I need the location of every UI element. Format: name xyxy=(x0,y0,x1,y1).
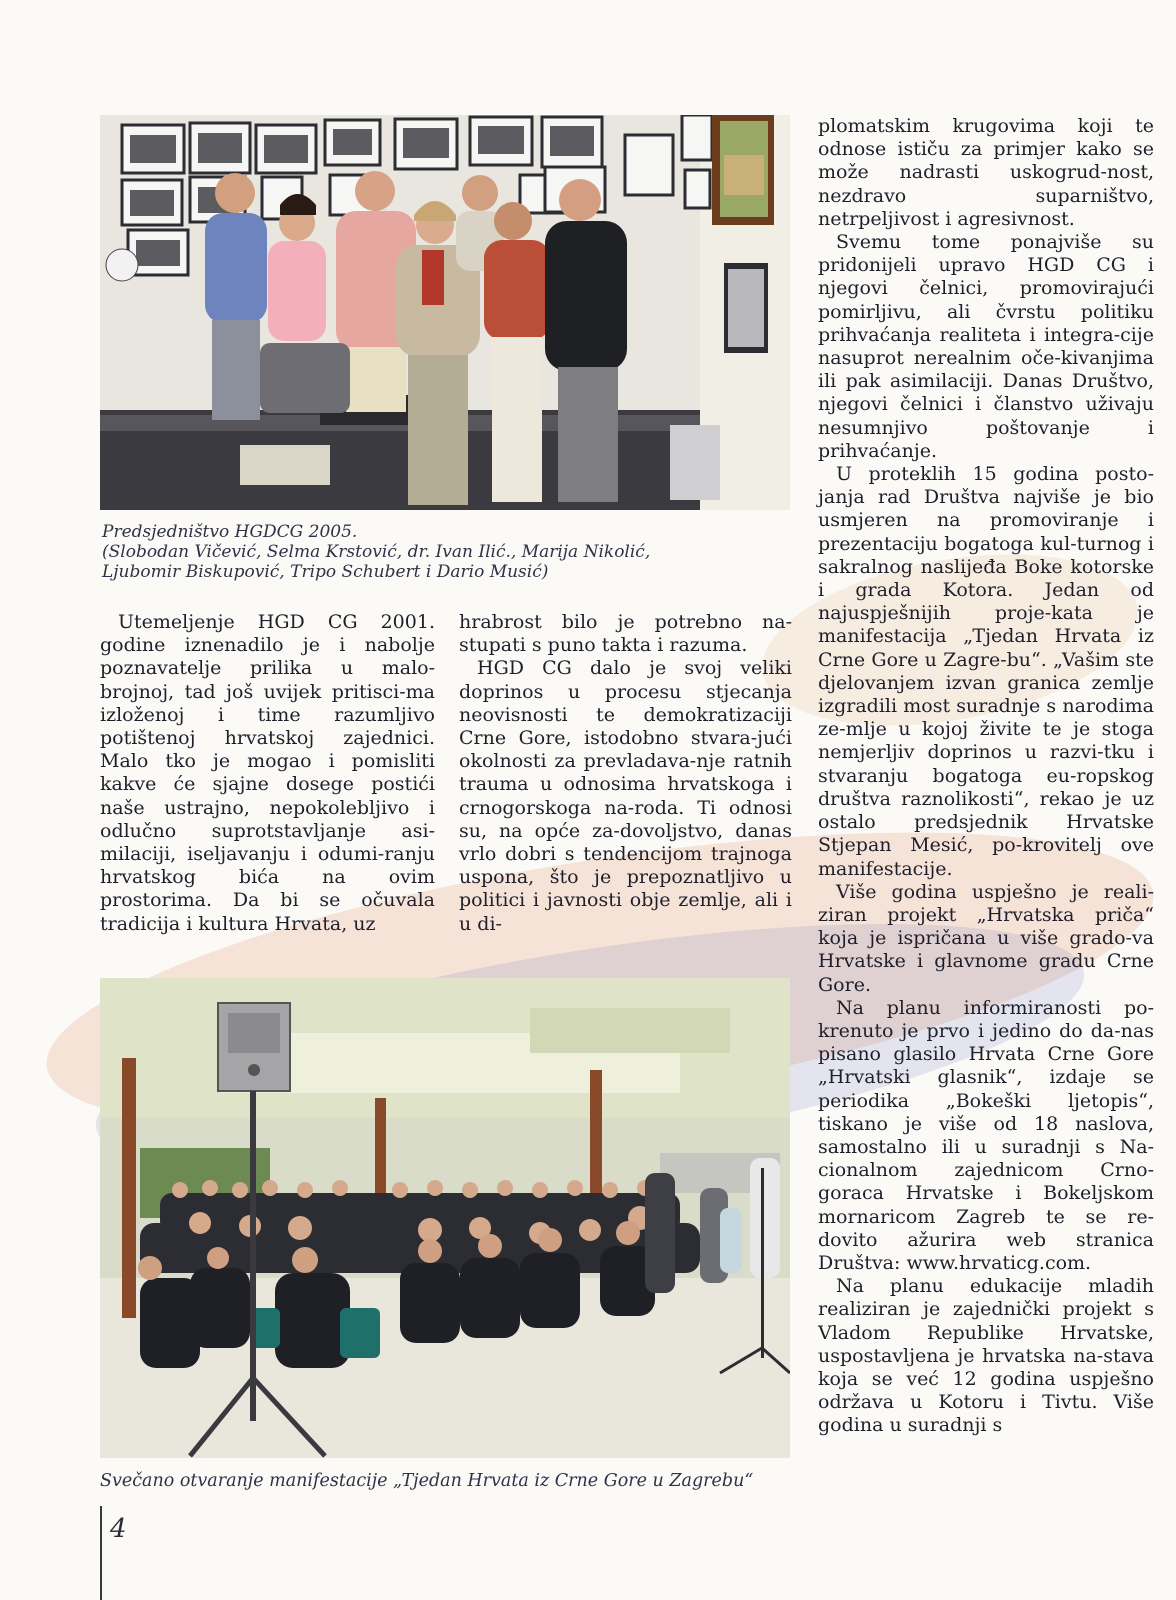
bottom-photo-caption: Svečano otvaranje manifestacije „Tjedan Hrvata iz Crne Gore u Zagrebu“ xyxy=(100,1471,754,1491)
paragraph: HGD CG dalo je svoj veliki doprinos u procesu stjecanja neovisnosti te demokratizaciji Crne Gore, istodobno stvara-jući okolnosti za prevladava-nje ratnih trauma u odnosima hrvatskoga i crnogorskoga na-roda. Ti odnosi su, na opće za-dovoljstvo, danas vrlo dobri s tendencijom trajnoga uspona, što je prepoznatljivo u politici i javnosti obje zemlje, ali i u di- xyxy=(459,657,792,935)
article-column-1 xyxy=(100,611,435,936)
page-number-rule xyxy=(100,1506,102,1600)
event-photo xyxy=(100,978,790,1458)
top-photo-caption xyxy=(102,522,792,582)
paragraph: Više godina uspješno je reali-ziran projekt „Hrvatska priča“ koja je ispričana u više grado-va Hrvatske i glavnome gradu Crne Gore. xyxy=(818,880,1154,996)
caption-names-line-2: Ljubomir Biskupović, Tripo Schubert i Dario Musić) xyxy=(102,562,549,582)
paragraph: Na planu edukacije mladih realiziran je zajednički projekt s Vladom Republike Hrvatske, uspostavljena je hrvatska na-stava koja se već 12 godina uspješno održava u Kotoru i Tivtu. Više godina u suradnji s xyxy=(818,1275,1154,1437)
caption-title: Predsjedništvo HGDCG 2005. xyxy=(102,522,358,542)
page-number: 4 xyxy=(110,1514,127,1544)
article-column-2 xyxy=(459,611,792,936)
paragraph: plomatskim krugovima koji te odnose ističu za primjer kako se može nadrasti uskogrud-nost, nezdravo suparništvo, netrpeljivost i agresivnost. xyxy=(818,115,1154,230)
paragraph: hrabrost bilo je potrebno na-stupati s puno takta i razuma. xyxy=(459,611,792,657)
paragraph: Svemu tome ponajviše su pridonijeli upravo HGD CG i njegovi čelnici, promovirajući pomirljivu, ali čvrstu politiku prihvaćanja realiteta i integra-cije nasuprot nerealnim oče-kivanjima ili pak asimilaciji. Danas Društvo, njegovi čelnici i članstvo uživaju nesumnjivo poštovanje i prihvaćanje. xyxy=(818,231,1154,462)
paragraph: Utemeljenje HGD CG 2001. godine iznenadilo je i nabolje poznavatelje prilika u malo-brojnoj, tad još uvijek pritisci-ma izloženoj i time razumljivo potištenoj hrvatskoj zajednici. Malo tko je mogao i pomisliti kakve će sjajne dosege postići naše ustrajno, nepokolebljivo i odlučno suprotstavljanje asi-milaciji, iseljavanju i odumi-ranju hrvatskog bića na ovim prostorima. Da bi se očuvala tradicija i kultura Hrvata, uz xyxy=(100,611,435,935)
paragraph: Na planu informiranosti po-krenuto je prvo i jedino do da-nas pisano glasilo Hrvata Crne Gore „Hrvatski glasnik“, izdaje se periodika „Bokeški ljetopis“, tiskano je više od 18 naslova, samostalno ili u suradnji s Na-cionalnom zajednicom Crno-goraca Hrvatske i Bokeljskom mornaricom Zagreb te se re-dovito ažurira web stranica Društva: www.hrvaticg.com. xyxy=(818,996,1154,1274)
article-column-3 xyxy=(818,115,1154,1438)
paragraph: U proteklih 15 godina posto-janja rad Društva najviše je bio usmjeren na promoviranje i prezentaciju bogatoga kul-turnog i sakralnog naslijeđa Boke kotorske i grada Kotora. Jedan od najuspješnijih proje-kata je manifestacija „Tjedan Hrvata iz Crne Gore u Zagre-bu“. „Vašim ste djelovanjem izvan granica zemlje izgradili most suradnje s narodima ze-mlje u kojoj živite te je stoga nemjerljiv doprinos u razvi-tku i stvaranju bogatoga eu-ropskog društva raznolikosti“, rekao je uz ostalo predsjednik Hrvatske Stjepan Mesić, po-krovitelj ove manifestacije. xyxy=(818,463,1154,880)
group-photo xyxy=(100,115,790,510)
caption-names-line-1: (Slobodan Vičević, Selma Krstović, dr. Ivan Ilić., Marija Nikolić, xyxy=(102,542,651,562)
